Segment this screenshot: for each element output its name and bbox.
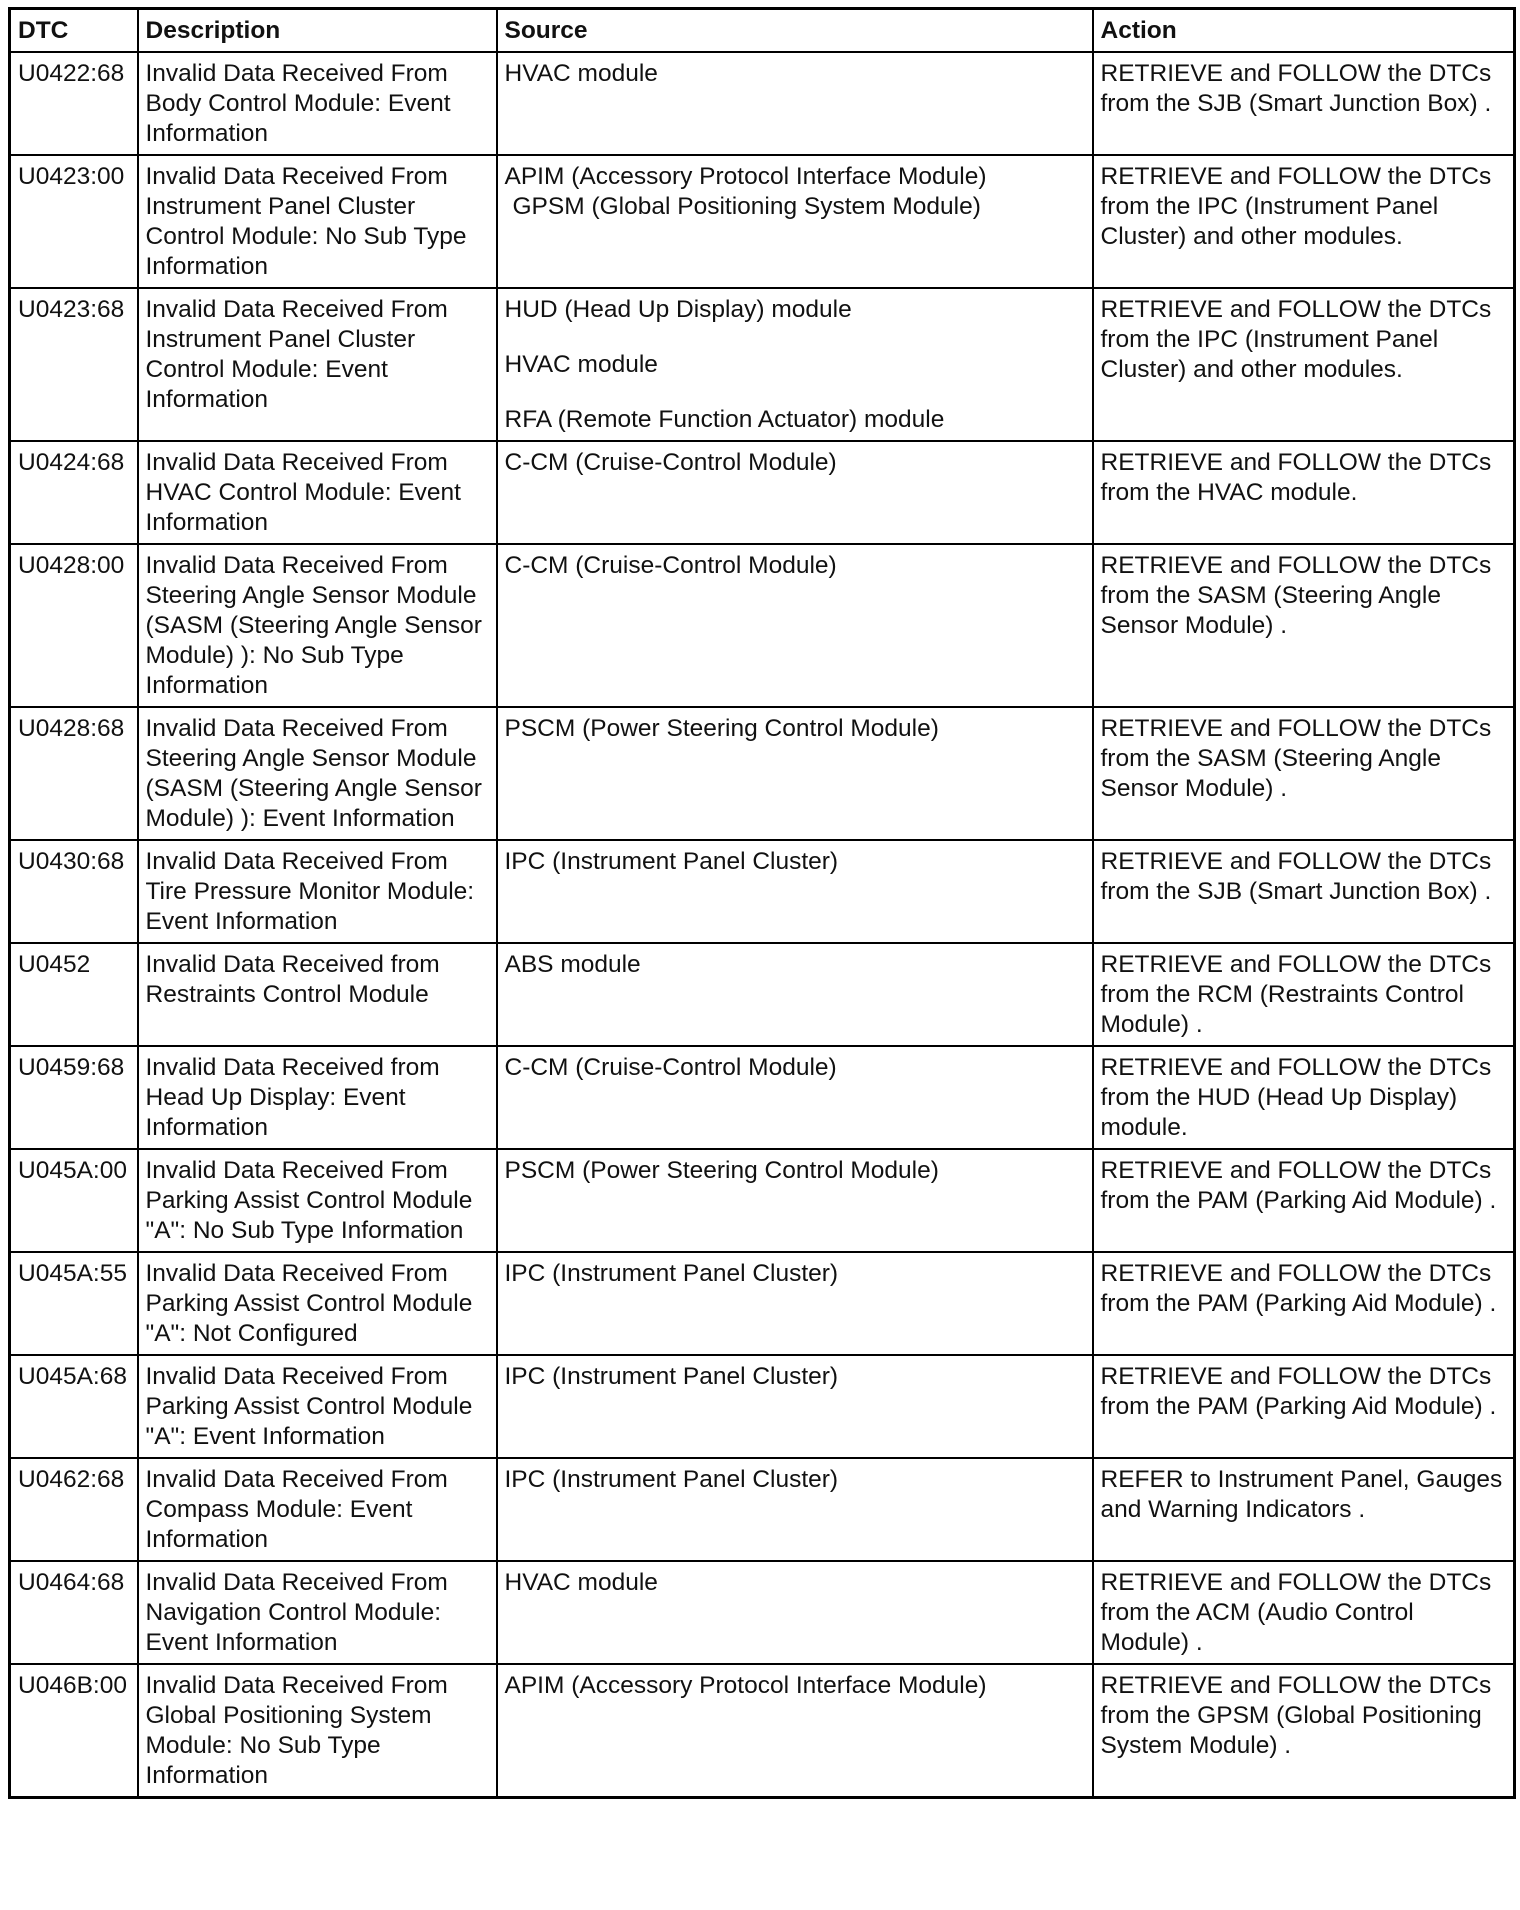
dtc-code-cell: U0459:68 — [10, 1046, 138, 1149]
source-module: IPC (Instrument Panel Cluster) — [504, 1363, 839, 1390]
table-row — [10, 1458, 1515, 1561]
dtc-table — [8, 7, 1516, 1799]
dtc-code-cell: U0430:68 — [10, 840, 138, 943]
description-cell: Invalid Data Received From Parking Assist Control Module "A": Event Information — [138, 1355, 497, 1458]
dtc-code-cell: U0423:00 — [10, 155, 138, 288]
dtc-code-cell: U045A:55 — [10, 1252, 138, 1355]
source-module: C-CM (Cruise-Control Module) — [504, 449, 837, 476]
description-cell: Invalid Data Received From Instrument Panel Cluster Control Module: Event Information — [138, 288, 497, 441]
source-module: IPC (Instrument Panel Cluster) — [504, 848, 839, 875]
action-cell: RETRIEVE and FOLLOW the DTCs from the ACM (Audio Control Module) . — [1093, 1561, 1515, 1664]
source-cell — [497, 840, 1093, 943]
table-row — [10, 1046, 1515, 1149]
source-cell — [497, 1355, 1093, 1458]
description-cell: Invalid Data Received From Parking Assist Control Module "A": Not Configured — [138, 1252, 497, 1355]
column-header-source: Source — [497, 9, 1093, 53]
description-cell: Invalid Data Received From Steering Angle Sensor Module (SASM (Steering Angle Sensor Module) ): No Sub Type Information — [138, 544, 497, 707]
description-cell: Invalid Data Received From Body Control Module: Event Information — [138, 52, 497, 155]
description-cell: Invalid Data Received from Restraints Control Module — [138, 943, 497, 1046]
source-module: HVAC module — [504, 351, 658, 378]
description-cell: Invalid Data Received From Global Positioning System Module: No Sub Type Information — [138, 1664, 497, 1798]
source-cell — [497, 1561, 1093, 1664]
dtc-code-cell: U0462:68 — [10, 1458, 138, 1561]
dtc-code-cell: U0424:68 — [10, 441, 138, 544]
dtc-code-cell: U0423:68 — [10, 288, 138, 441]
action-cell: RETRIEVE and FOLLOW the DTCs from the SASM (Steering Angle Sensor Module) . — [1093, 707, 1515, 840]
action-cell: RETRIEVE and FOLLOW the DTCs from the IPC (Instrument Panel Cluster) and other modules. — [1093, 155, 1515, 288]
source-module: GPSM (Global Positioning System Module) — [512, 193, 981, 220]
table-row — [10, 1664, 1515, 1798]
table-row — [10, 288, 1515, 441]
dtc-code-cell: U045A:68 — [10, 1355, 138, 1458]
description-cell: Invalid Data Received From Parking Assist Control Module "A": No Sub Type Information — [138, 1149, 497, 1252]
table-row — [10, 52, 1515, 155]
source-cell — [497, 1252, 1093, 1355]
source-cell — [497, 1664, 1093, 1798]
action-cell: RETRIEVE and FOLLOW the DTCs from the PAM (Parking Aid Module) . — [1093, 1149, 1515, 1252]
action-cell: RETRIEVE and FOLLOW the DTCs from the SJB (Smart Junction Box) . — [1093, 840, 1515, 943]
source-cell — [497, 288, 1093, 441]
description-cell: Invalid Data Received From Instrument Panel Cluster Control Module: No Sub Type Information — [138, 155, 497, 288]
dtc-code-cell: U045A:00 — [10, 1149, 138, 1252]
action-cell: RETRIEVE and FOLLOW the DTCs from the IPC (Instrument Panel Cluster) and other modules. — [1093, 288, 1515, 441]
dtc-code-cell: U046B:00 — [10, 1664, 138, 1798]
action-cell: RETRIEVE and FOLLOW the DTCs from the PAM (Parking Aid Module) . — [1093, 1252, 1515, 1355]
source-cell — [497, 943, 1093, 1046]
action-cell: RETRIEVE and FOLLOW the DTCs from the HVAC module. — [1093, 441, 1515, 544]
source-module: HVAC module — [504, 1569, 658, 1596]
table-row — [10, 1561, 1515, 1664]
source-cell — [497, 1046, 1093, 1149]
dtc-code-cell: U0422:68 — [10, 52, 138, 155]
description-cell: Invalid Data Received From Navigation Control Module: Event Information — [138, 1561, 497, 1664]
table-row — [10, 840, 1515, 943]
description-cell: Invalid Data Received From Steering Angle Sensor Module (SASM (Steering Angle Sensor Module) ): Event Information — [138, 707, 497, 840]
table-row — [10, 707, 1515, 840]
action-cell: RETRIEVE and FOLLOW the DTCs from the SASM (Steering Angle Sensor Module) . — [1093, 544, 1515, 707]
source-module: RFA (Remote Function Actuator) module — [504, 406, 945, 433]
dtc-code-cell: U0428:68 — [10, 707, 138, 840]
source-cell — [497, 707, 1093, 840]
source-module: HUD (Head Up Display) module — [504, 296, 852, 323]
source-module: IPC (Instrument Panel Cluster) — [504, 1260, 839, 1287]
action-cell: RETRIEVE and FOLLOW the DTCs from the SJB (Smart Junction Box) . — [1093, 52, 1515, 155]
table-header-row — [10, 9, 1515, 53]
source-module: C-CM (Cruise-Control Module) — [504, 1054, 837, 1081]
source-module: IPC (Instrument Panel Cluster) — [504, 1466, 839, 1493]
dtc-code-cell: U0452 — [10, 943, 138, 1046]
source-module: C-CM (Cruise-Control Module) — [504, 552, 837, 579]
description-cell: Invalid Data Received from Head Up Display: Event Information — [138, 1046, 497, 1149]
description-cell: Invalid Data Received From HVAC Control Module: Event Information — [138, 441, 497, 544]
action-cell: RETRIEVE and FOLLOW the DTCs from the PAM (Parking Aid Module) . — [1093, 1355, 1515, 1458]
source-cell — [497, 544, 1093, 707]
source-module: APIM (Accessory Protocol Interface Module) — [504, 1672, 987, 1699]
table-row — [10, 1355, 1515, 1458]
description-cell: Invalid Data Received From Tire Pressure Monitor Module: Event Information — [138, 840, 497, 943]
table-row — [10, 943, 1515, 1046]
table-body — [10, 52, 1515, 1798]
action-cell: RETRIEVE and FOLLOW the DTCs from the HUD (Head Up Display) module. — [1093, 1046, 1515, 1149]
source-cell — [497, 52, 1093, 155]
dtc-code-cell: U0464:68 — [10, 1561, 138, 1664]
action-cell: RETRIEVE and FOLLOW the DTCs from the RCM (Restraints Control Module) . — [1093, 943, 1515, 1046]
source-cell — [497, 1458, 1093, 1561]
source-cell — [497, 155, 1093, 288]
table-row — [10, 544, 1515, 707]
action-cell: RETRIEVE and FOLLOW the DTCs from the GPSM (Global Positioning System Module) . — [1093, 1664, 1515, 1798]
source-module: APIM (Accessory Protocol Interface Module) — [504, 163, 987, 190]
table-row — [10, 1252, 1515, 1355]
description-cell: Invalid Data Received From Compass Module: Event Information — [138, 1458, 497, 1561]
source-cell — [497, 441, 1093, 544]
table-row — [10, 155, 1515, 288]
source-module: PSCM (Power Steering Control Module) — [504, 715, 939, 742]
column-header-action: Action — [1093, 9, 1515, 53]
source-module: HVAC module — [504, 60, 658, 87]
column-header-description: Description — [138, 9, 497, 53]
document-page — [8, 7, 1513, 1799]
source-cell — [497, 1149, 1093, 1252]
source-module: PSCM (Power Steering Control Module) — [504, 1157, 939, 1184]
table-row — [10, 441, 1515, 544]
dtc-code-cell: U0428:00 — [10, 544, 138, 707]
column-header-dtc: DTC — [10, 9, 138, 53]
source-module: ABS module — [504, 951, 641, 978]
action-cell: REFER to Instrument Panel, Gauges and Warning Indicators . — [1093, 1458, 1515, 1561]
table-row — [10, 1149, 1515, 1252]
